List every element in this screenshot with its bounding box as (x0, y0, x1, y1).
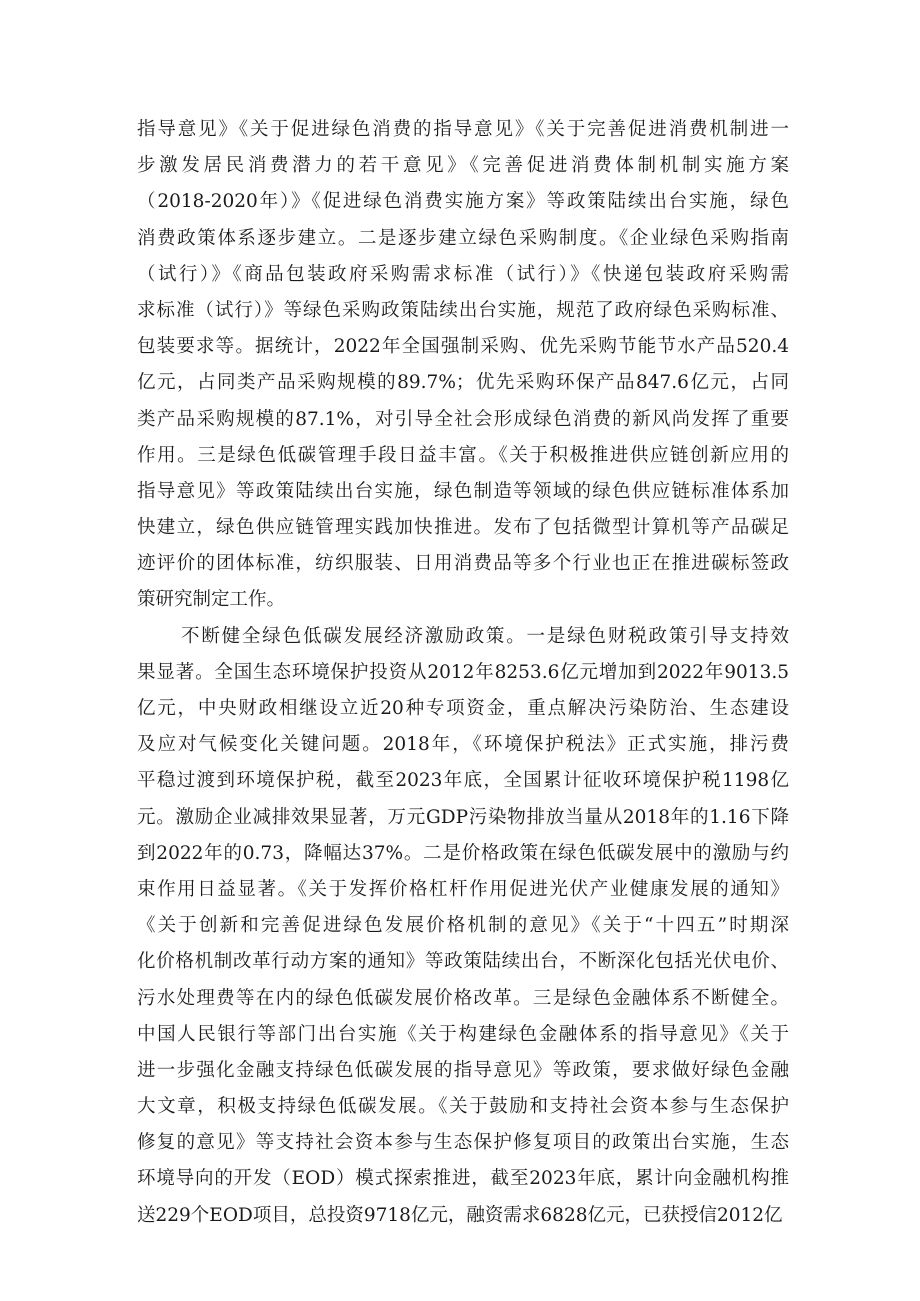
text-line: 亿元，中央财政相继设立近20种专项资金，重点解决污染防治、生态建设 (137, 698, 789, 719)
text-line: 作用。三是绿色低碳管理手段日益丰富。《关于积极推进供应链创新应用的 (137, 444, 789, 466)
text-line: 进一步强化金融支持绿色低碳发展的指导意见》等政策，要求做好绿色金融 (137, 1059, 789, 1081)
text-line: 迹评价的团体标准，纺织服装、日用消费品等多个行业也正在推进碳标签政 (137, 553, 789, 575)
text-line: 求标准（试行）》等绿色采购政策陆续出台实施，规范了政府绿色采购标准、 (137, 299, 789, 321)
text-line: 包装要求等。据统计，2022年全国强制采购、优先采购节能节水产品520.4 (137, 336, 789, 358)
paragraph-2 (137, 619, 789, 1234)
text-line: 快建立，绿色供应链管理实践加快推进。发布了包括微型计算机等产品碳足 (137, 517, 789, 539)
body-text (137, 112, 789, 1234)
text-line: 平稳过渡到环境保护税，截至2023年底，全国累计征收环境保护税1198亿 (137, 770, 789, 792)
text-line: 不断健全绿色低碳发展经济激励政策。一是绿色财税政策引导支持效 (181, 625, 789, 647)
text-line: 指导意见》等政策陆续出台实施，绿色制造等领域的绿色供应链标准体系加 (137, 480, 789, 502)
text-line: 修复的意见》等支持社会资本参与生态保护修复项目的政策出台实施，生态 (137, 1132, 789, 1154)
text-line: 元。激励企业减排效果显著，万元GDP污染物排放当量从2018年的1.16下降 (137, 806, 789, 828)
text-line: 环境导向的开发（EOD）模式探索推进，截至2023年底，累计向金融机构推 (137, 1168, 789, 1190)
text-line: 步激发居民消费潜力的若干意见》《完善促进消费体制机制实施方案 (137, 155, 789, 177)
text-line: 类产品采购规模的87.1%，对引导全社会形成绿色消费的新风尚发挥了重要 (137, 408, 789, 430)
paragraph-1 (137, 112, 789, 619)
text-line: 束作用日益显著。《关于发挥价格杠杆作用促进光伏产业健康发展的通知》 (137, 878, 789, 900)
text-line: 《关于创新和完善促进绿色发展价格机制的意见》《关于“十四五”时期深 (137, 915, 789, 937)
text-line: 及应对气候变化关键问题。2018年，《环境保护税法》正式实施，排污费 (137, 734, 789, 756)
text-line: 中国人民银行等部门出台实施《关于构建绿色金融体系的指导意见》《关于 (137, 1023, 789, 1045)
text-line: 亿元，占同类产品采购规模的89.7%；优先采购环保产品847.6亿元，占同 (137, 372, 789, 394)
text-line: （2018-2020年）》《促进绿色消费实施方案》等政策陆续出台实施，绿色 (137, 191, 789, 213)
text-line: 化价格机制改革行动方案的通知》等政策陆续出台，不断深化包括光伏电价、 (137, 951, 789, 973)
text-line: 指导意见》《关于促进绿色消费的指导意见》《关于完善促进消费机制进一 (137, 119, 789, 140)
text-line: 大文章，积极支持绿色低碳发展。《关于鼓励和支持社会资本参与生态保护 (137, 1096, 789, 1118)
text-line: 果显著。全国生态环境保护投资从2012年8253.6亿元增加到2022年9013.5 (137, 661, 789, 683)
text-line: 到2022年的0.73，降幅达37%。二是价格政策在绿色低碳发展中的激励与约 (137, 842, 789, 864)
text-line: 送229个EOD项目，总投资9718亿元，融资需求6828亿元，已获授信2012亿 (137, 1204, 783, 1226)
text-line: （试行）》《商品包装政府采购需求标准（试行）》《快递包装政府采购需 (137, 263, 789, 285)
text-line: 策研究制定工作。 (137, 589, 286, 611)
text-line: 污水处理费等在内的绿色低碳发展价格改革。三是绿色金融体系不断健全。 (137, 987, 789, 1009)
text-line: 消费政策体系逐步建立。二是逐步建立绿色采购制度。《企业绿色采购指南 (137, 227, 789, 249)
